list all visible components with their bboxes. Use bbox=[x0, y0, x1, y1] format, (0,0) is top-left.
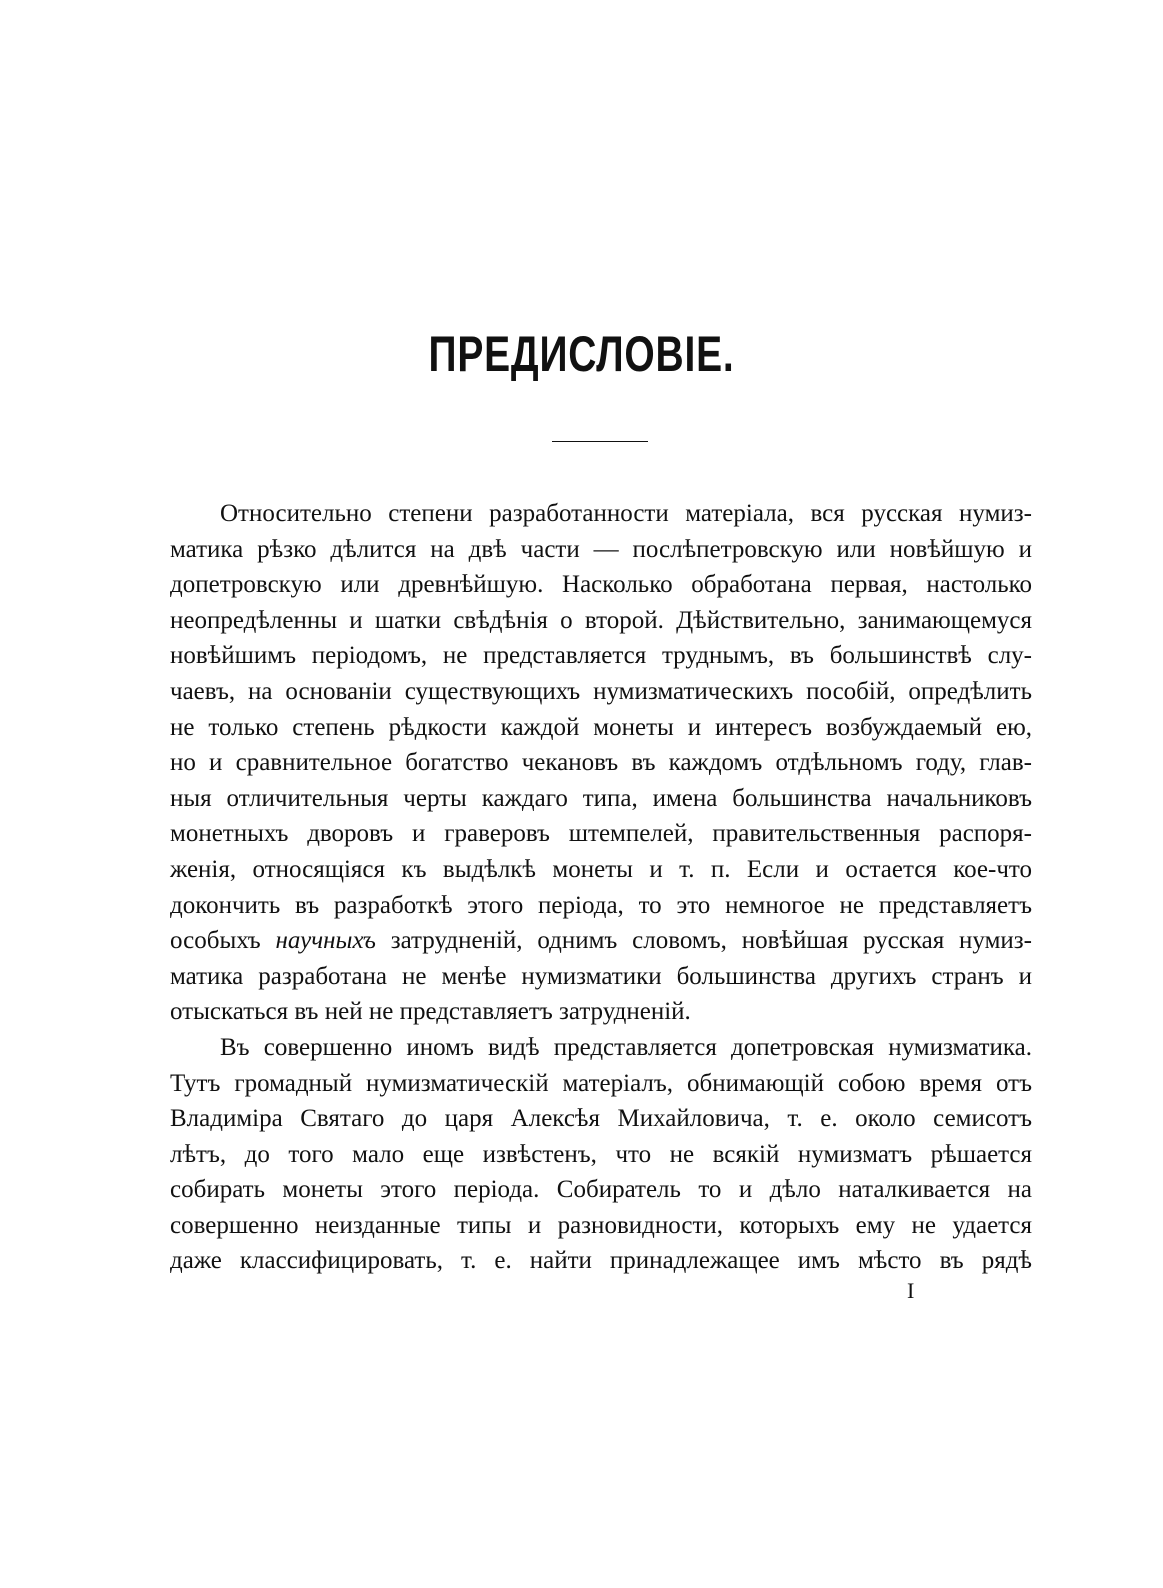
text-line: Владиміра Святаго до царя Алексѣя Михайловича, т. е. около семисотъ bbox=[170, 1105, 1032, 1133]
text-line: неопредѣленны и шатки свѣдѣнія о второй. Дѣйствительно, занимающемуся bbox=[170, 606, 1032, 634]
title-divider bbox=[552, 441, 648, 442]
text-line: Относительно степени разработанности матеріала, вся русская нумиз- bbox=[220, 500, 1032, 527]
text-line: допетровскую или древнѣйшую. Насколько обработана первая, настолько bbox=[170, 571, 1032, 599]
body-text bbox=[170, 496, 1032, 1279]
text-segment: особыхъ bbox=[170, 927, 276, 955]
text-line: новѣйшимъ періодомъ, не представляется труднымъ, въ большинствѣ слу- bbox=[170, 642, 1032, 670]
page-title: ПРЕДИСЛОВІЕ. bbox=[428, 326, 735, 382]
text-line: Тутъ громадный нумизматическій матеріалъ, обнимающій собою время отъ bbox=[170, 1069, 1032, 1097]
text-line: отыскаться въ ней не представляетъ затрудненій. bbox=[170, 998, 691, 1026]
text-line: лѣтъ, до того мало еще извѣстенъ, что не всякій нумизматъ рѣшается bbox=[170, 1140, 1032, 1168]
italic-word: научныхъ bbox=[275, 927, 376, 955]
text-line: собирать монеты этого періода. Собиратель то и дѣло наталкивается на bbox=[170, 1176, 1032, 1204]
text-line: монетныхъ дворовъ и граверовъ штемпелей, правительственныя распоря- bbox=[170, 820, 1032, 848]
text-line-with-italic bbox=[170, 923, 1032, 959]
text-line: совершенно неизданные типы и разновидности, которыхъ ему не удается bbox=[170, 1211, 1032, 1239]
page-number: I bbox=[907, 1278, 915, 1303]
text-line: матика рѣзко дѣлится на двѣ части — послѣпетровскую или новѣйшую и bbox=[170, 535, 1032, 563]
text-line: даже классифицировать, т. е. найти принадлежащее имъ мѣсто въ рядѣ bbox=[170, 1247, 1032, 1275]
text-line: ныя отличительныя черты каждаго типа, имена большинства начальниковъ bbox=[170, 784, 1032, 812]
text-line: чаевъ, на основаніи существующихъ нумизматическихъ пособій, опредѣлить bbox=[170, 677, 1032, 705]
text-line: Въ совершенно иномъ видѣ представляется допетровская нумизматика. bbox=[220, 1033, 1032, 1061]
text-line: женія, относящіяся къ выдѣлкѣ монеты и т. п. Если и остается кое-что bbox=[170, 855, 1032, 883]
paragraph-1 bbox=[170, 496, 1032, 1030]
paragraph-2 bbox=[170, 1030, 1032, 1279]
text-line: не только степень рѣдкости каждой монеты и интересъ возбуждаемый ею, bbox=[170, 713, 1032, 741]
text-line: матика разработана не менѣе нумизматики большинства другихъ странъ и bbox=[170, 962, 1032, 990]
text-segment: затрудненій, однимъ словомъ, новѣйшая русская нумиз- bbox=[375, 927, 1032, 955]
text-line: но и сравнительное богатство чекановъ въ каждомъ отдѣльномъ году, глав- bbox=[170, 749, 1032, 777]
text-line: докончить въ разработкѣ этого періода, то это немногое не представляетъ bbox=[170, 891, 1032, 919]
